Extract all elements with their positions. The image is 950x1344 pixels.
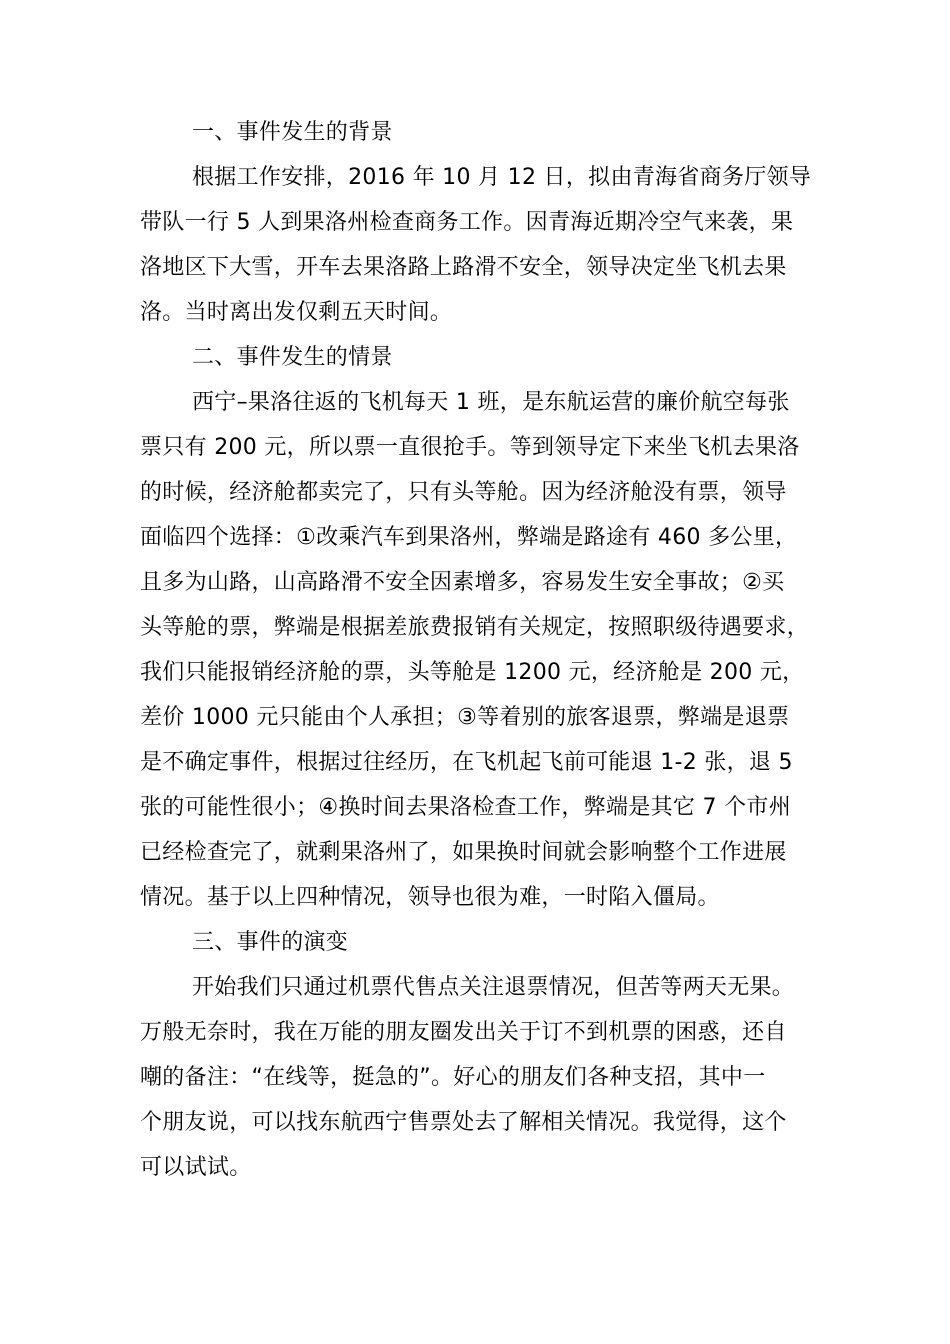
section-heading-scenario: 二、事件发生的情景: [192, 345, 393, 370]
paragraph-line: 万般无奈时，我在万能的朋友圈发出关于订不到机票的困惑，还自: [140, 1020, 787, 1045]
paragraph-line: 差价 1000 元只能由个人承担；③等着别的旅客退票，弊端是退票: [140, 705, 790, 730]
paragraph-line: 洛地区下大雪，开车去果洛路上路滑不安全，领导决定坐飞机去果: [140, 255, 787, 280]
paragraph-line: 可以试试。: [140, 1155, 252, 1180]
paragraph-line: 情况。基于以上四种情况，领导也很为难，一时陷入僵局。: [140, 885, 720, 910]
paragraph-line: 带队一行 5 人到果洛州检查商务工作。因青海近期冷空气来袭，果: [140, 210, 794, 235]
paragraph-line: 洛。当时离出发仅剩五天时间。: [140, 300, 453, 325]
paragraph-line: 张的可能性很小；④换时间去果洛检查工作，弊端是其它 7 个市州: [140, 795, 792, 820]
paragraph-line: 开始我们只通过机票代售点关注退票情况，但苦等两天无果。: [192, 975, 795, 1000]
paragraph-line: 头等舱的票，弊端是根据差旅费报销有关规定，按照职级待遇要求，: [140, 615, 810, 640]
paragraph-line: 且多为山路，山高路滑不安全因素增多，容易发生安全事故；②买: [140, 570, 785, 595]
paragraph-line: 面临四个选择：①改乘汽车到果洛州，弊端是路途有 460 多公里，: [140, 525, 798, 550]
section-heading-background: 一、事件发生的背景: [192, 120, 393, 145]
paragraph-line: 我们只能报销经济舱的票，头等舱是 1200 元，经济舱是 200 元，: [140, 660, 805, 685]
paragraph-line: 票只有 200 元，所以票一直很抢手。等到领导定下来坐飞机去果洛: [140, 435, 800, 460]
paragraph-line: 西宁–果洛往返的飞机每天 1 班，是东航运营的廉价航空每张: [192, 390, 790, 415]
section-heading-evolution: 三、事件的演变: [192, 930, 349, 955]
paragraph-line: 根据工作安排，2016 年 10 月 12 日，拟由青海省商务厅领导: [192, 165, 812, 190]
paragraph-line: 个朋友说，可以找东航西宁售票处去了解相关情况。我觉得，这个: [140, 1110, 787, 1135]
paragraph-line: 是不确定事件，根据过往经历，在飞机起飞前可能退 1-2 张，退 5: [140, 750, 793, 775]
paragraph-line: 嘲的备注：“在线等，挺急的”。好心的朋友们各种支招，其中一: [140, 1065, 766, 1090]
paragraph-line: 的时候，经济舱都卖完了，只有头等舱。因为经济舱没有票，领导: [140, 480, 787, 505]
paragraph-line: 已经检查完了，就剩果洛州了，如果换时间就会影响整个工作进展: [140, 840, 787, 865]
